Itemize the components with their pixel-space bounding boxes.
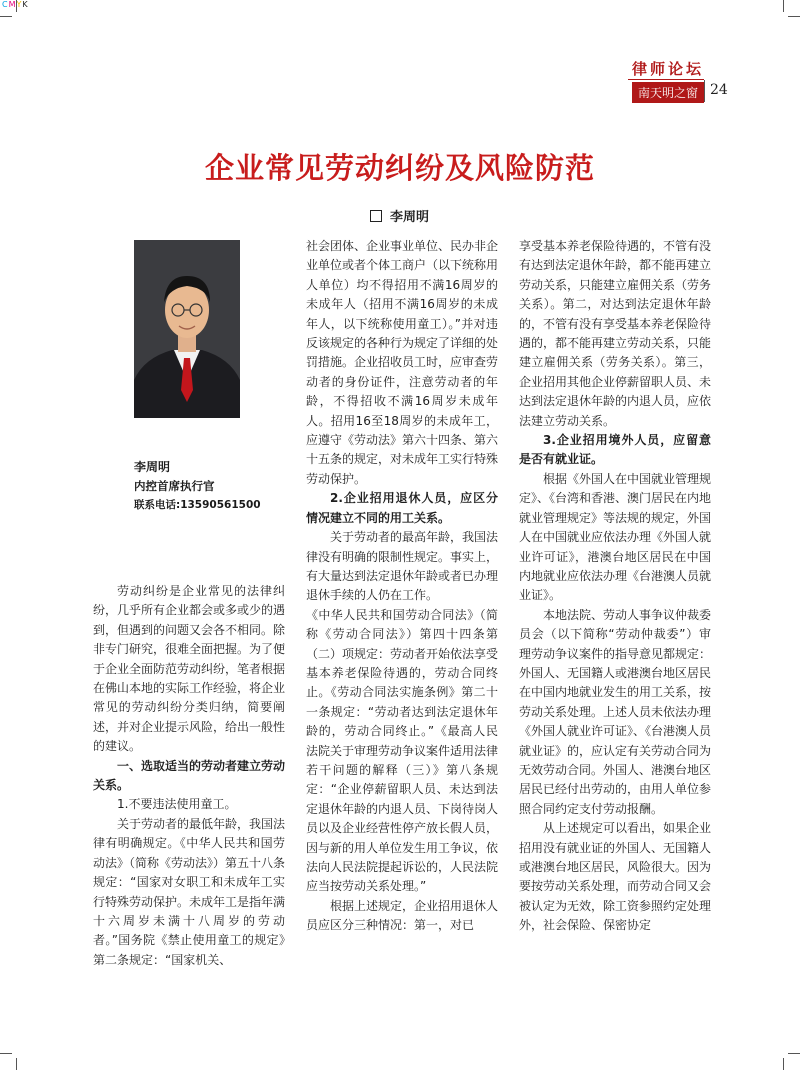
paragraph: 社会团体、企业事业单位、民办非企业单位或者个体工商户（以下统称用人单位）均不得招用不满16周岁的未成年人（招用不满16周岁的未成年人，以下统称使用童工）。”并对违反该规定的各种行为规定了详细的处罚措施。企业招收员工时，应审查劳动者的身份证件，注意劳动者的年龄，不得招收不满16周岁未成年人。招用16至18周岁的未成年工，应遵守《劳动法》第六十四条、第六十五条的规定，对未成年工实行特殊劳动保护。 <box>306 239 499 486</box>
crop-mark-top-left-v <box>16 0 17 12</box>
subheading: 2.企业招用退休人员，应区分情况建立不同的用工关系。 <box>306 491 498 525</box>
crop-mark-bottom-left-v <box>16 1058 17 1070</box>
section-heading: 一、选取适当的劳动者建立劳动关系。 <box>93 758 286 793</box>
byline-box-icon <box>370 210 382 222</box>
author-role: 内控首席执行官 <box>134 479 215 493</box>
author-portrait-illustration <box>134 240 240 418</box>
byline <box>370 206 429 225</box>
crop-mark-top-left-h <box>0 16 12 17</box>
body-column-1 <box>93 582 285 970</box>
paragraph: 根据《外国人在中国就业管理规定》、《台湾和香港、澳门居民在内地就业管理规定》等法规的规定，外国人在中国就业应依法办理《外国人就业许可证》，港澳台地区居民在中国内地就业应依法办理《台港澳人员就业证》。 <box>519 471 712 603</box>
section-category: 律师论坛 <box>631 60 704 78</box>
body-column-3 <box>519 237 711 936</box>
article-title: 企业常见劳动纠纷及风险防范 <box>204 151 595 185</box>
cmyk-color-mark: CMYK <box>2 0 29 9</box>
header-divider <box>704 80 705 102</box>
author-name: 李周明 <box>134 460 171 474</box>
paragraph: 从上述规定可以看出，如果企业招用没有就业证的外国人、无国籍人或港澳台地区居民，风险很大。因为要按劳动关系处理，而劳动合同又会被认定为无效，除工资参照约定处理外，社会保险、保密协定 <box>519 821 712 933</box>
header-rule <box>628 79 704 80</box>
column-tag: 南天明之窗 <box>632 82 704 103</box>
paragraph: 享受基本养老保险待遇的，不管有没有达到法定退休年龄，都不能再建立劳动关系，只能建立雇佣关系（劳务关系）。第二，对达到法定退休年龄的，不管有没有享受基本养老保险待遇的，都不能再建立劳动关系，只能建立雇佣关系（劳务关系）。第三，企业招用其他企业停薪留职人员、未达到法定退休年龄的内退人员，应依法建立劳动关系。 <box>519 239 712 428</box>
crop-mark-bottom-right-h <box>788 1053 800 1054</box>
paragraph: 关于劳动者的最高年龄，我国法律没有明确的限制性规定。事实上，有大量达到法定退休年龄或者已办理退休手续的人仍在工作。 <box>306 530 499 603</box>
author-photo <box>134 240 240 418</box>
page-number: 24 <box>710 82 728 98</box>
paragraph: 劳动纠纷是企业常见的法律纠纷，几乎所有企业都会或多或少的遇到，但遇到的问题又会各不相同。除非专门研究，很难全面把握。为了便于企业全面防范劳动纠纷，笔者根据在佛山本地的实际工作经验，将企业常见的劳动纠纷分类归纳，简要阐述，并对企业提示风险，给出一般性的建议。 <box>93 584 286 754</box>
crop-mark-top-right-v <box>783 0 784 12</box>
crop-mark-top-right-h <box>788 16 800 17</box>
subheading: 1.不要违法使用童工。 <box>117 797 237 812</box>
byline-author: 李周明 <box>390 210 430 225</box>
paragraph: 《中华人民共和国劳动合同法》（简称《劳动合同法》）第四十四条第（二）项规定：劳动者开始依法享受基本养老保险待遇的，劳动合同终止。《劳动合同法实施条例》第二十一条规定：“劳动者达到法定退休年龄的，劳动合同终止。”《最高人民法院关于审理劳动争议案件适用法律若干问题的解释（三）》第八条规定：“企业停薪留职人员、未达到法定退休年龄的内退人员、下岗待岗人员以及企业经营性停产放长假人员，因与新的用人单位发生用工争议，依法向人民法院提起诉讼的，人民法院应当按劳动关系处理。” <box>306 607 499 894</box>
paragraph: 根据上述规定，企业招用退休人员应区分三种情况：第一，对已 <box>306 898 499 933</box>
author-phone: 联系电话:13590561500 <box>134 499 261 511</box>
paragraph: 关于劳动者的最低年龄，我国法律有明确规定。《中华人民共和国劳动法》（简称《劳动法》）第五十八条规定：“国家对女职工和未成年工实行特殊劳动保护。未成年工是指年满十六周岁未满十八周岁的劳动者。”国务院《禁止使用童工的规定》第二条规定：“国家机关、 <box>93 816 286 967</box>
body-column-2 <box>306 237 498 936</box>
paragraph: 本地法院、劳动人事争议仲裁委员会（以下简称“劳动仲裁委”）审理劳动争议案件的指导意见都规定：外国人、无国籍人或港澳台地区居民在中国内地就业发生的用工关系，按劳动关系处理。上述人员未依法办理《外国人就业许可证》、《台港澳人员就业证》的，应认定有关劳动合同为无效劳动合同。外国人、港澳台地区居民已经付出劳动的，由用人单位参照合同约定支付劳动报酬。 <box>519 607 712 816</box>
subheading: 3.企业招用境外人员，应留意是否有就业证。 <box>519 433 711 467</box>
crop-mark-bottom-left-h <box>0 1053 12 1054</box>
crop-mark-bottom-right-v <box>783 1058 784 1070</box>
